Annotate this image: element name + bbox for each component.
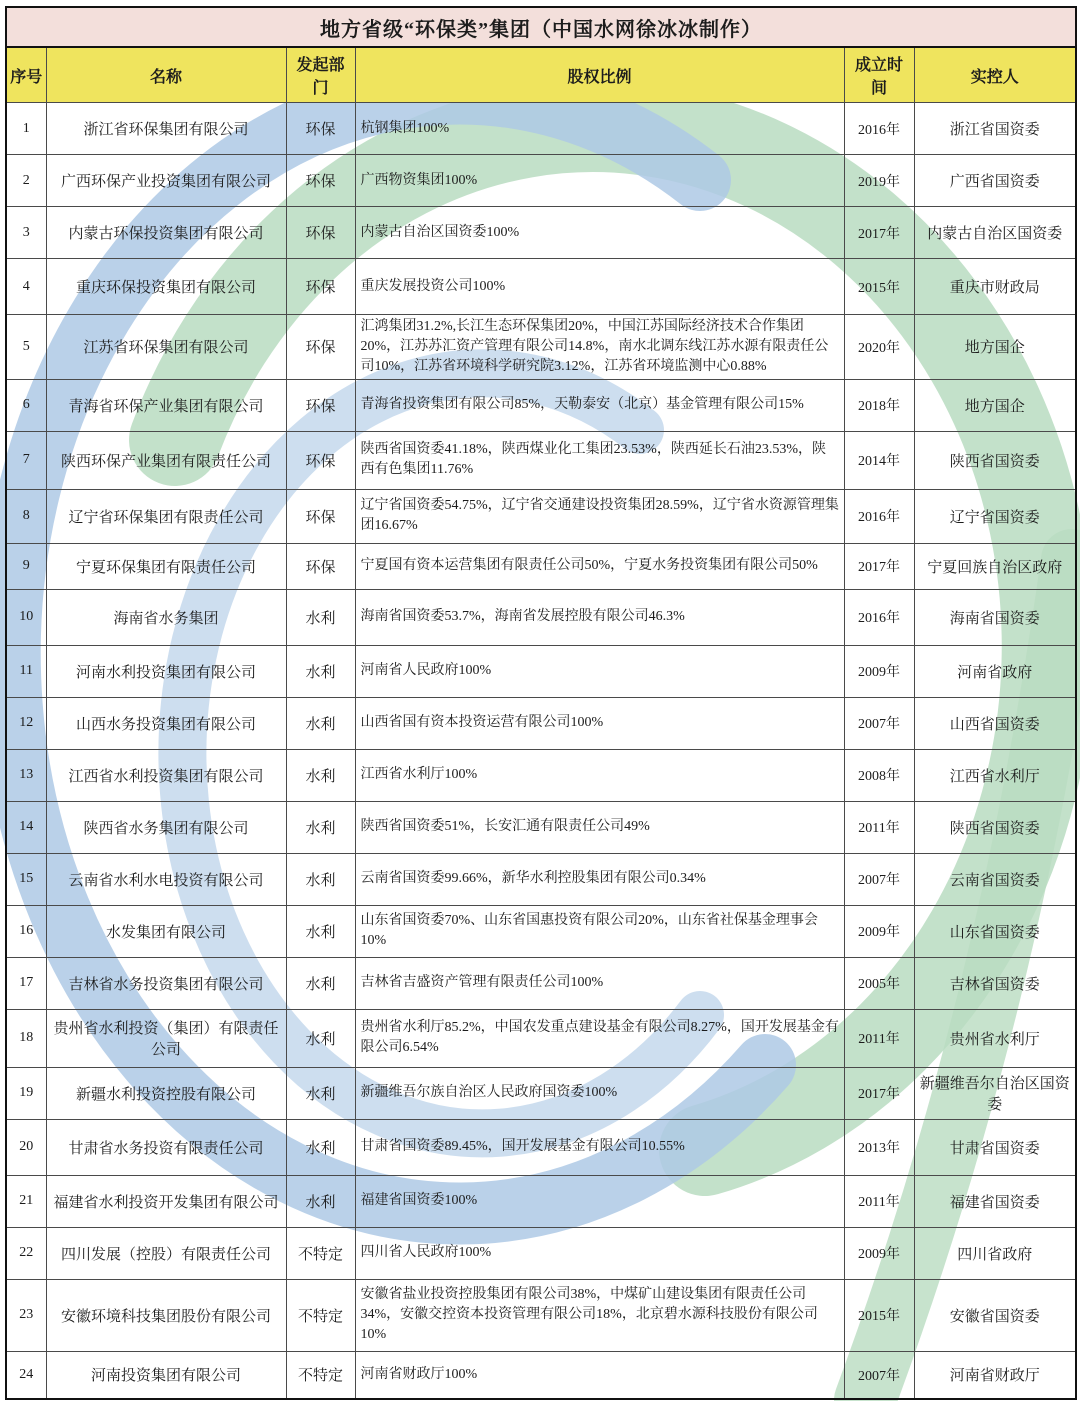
cell-equity: 甘肃省国资委89.45%，国开发展基金有限公司10.55% <box>355 1119 844 1175</box>
cell-year: 2017年 <box>844 1067 914 1119</box>
cell-no: 19 <box>6 1067 46 1119</box>
cell-controller: 新疆维吾尔自治区国资委 <box>914 1067 1076 1119</box>
cell-year: 2005年 <box>844 957 914 1009</box>
cell-dept: 环保 <box>286 103 355 155</box>
table-row <box>6 697 1076 749</box>
table-row <box>6 589 1076 645</box>
cell-equity: 山东省国资委70%、山东省国惠投资有限公司20%，山东省社保基金理事会10% <box>355 905 844 957</box>
cell-controller: 内蒙古自治区国资委 <box>914 207 1076 259</box>
column-header-equity: 股权比例 <box>355 47 844 103</box>
cell-year: 2007年 <box>844 697 914 749</box>
cell-no: 24 <box>6 1351 46 1399</box>
table-row <box>6 207 1076 259</box>
cell-name: 青海省环保产业集团有限公司 <box>46 379 286 431</box>
cell-controller: 山西省国资委 <box>914 697 1076 749</box>
cell-name: 内蒙古环保投资集团有限公司 <box>46 207 286 259</box>
table-row <box>6 379 1076 431</box>
cell-equity: 四川省人民政府100% <box>355 1227 844 1279</box>
cell-dept: 环保 <box>286 259 355 315</box>
cell-controller: 辽宁省国资委 <box>914 489 1076 543</box>
cell-equity: 辽宁省国资委54.75%，辽宁省交通建设投资集团28.59%，辽宁省水资源管理集团16.67% <box>355 489 844 543</box>
cell-controller: 云南省国资委 <box>914 853 1076 905</box>
cell-equity: 重庆发展投资公司100% <box>355 259 844 315</box>
cell-dept: 环保 <box>286 379 355 431</box>
column-header-controller: 实控人 <box>914 47 1076 103</box>
cell-controller: 地方国企 <box>914 379 1076 431</box>
cell-equity: 内蒙古自治区国资委100% <box>355 207 844 259</box>
cell-no: 10 <box>6 589 46 645</box>
cell-year: 2008年 <box>844 749 914 801</box>
table-row <box>6 853 1076 905</box>
cell-controller: 四川省政府 <box>914 1227 1076 1279</box>
provincial-eco-groups-table <box>5 6 1077 1400</box>
provincial-eco-groups-table-sheet <box>5 6 1075 1395</box>
cell-dept: 水利 <box>286 1009 355 1067</box>
cell-controller: 河南省财政厅 <box>914 1351 1076 1399</box>
table-row <box>6 543 1076 589</box>
cell-year: 2019年 <box>844 155 914 207</box>
cell-year: 2009年 <box>844 905 914 957</box>
table-row <box>6 645 1076 697</box>
table-row <box>6 1227 1076 1279</box>
cell-equity: 山西省国有资本投资运营有限公司100% <box>355 697 844 749</box>
cell-dept: 水利 <box>286 645 355 697</box>
header-row <box>6 47 1076 103</box>
cell-name: 甘肃省水务投资有限责任公司 <box>46 1119 286 1175</box>
cell-controller: 甘肃省国资委 <box>914 1119 1076 1175</box>
cell-name: 四川发展（控股）有限责任公司 <box>46 1227 286 1279</box>
cell-no: 11 <box>6 645 46 697</box>
cell-name: 重庆环保投资集团有限公司 <box>46 259 286 315</box>
cell-dept: 环保 <box>286 207 355 259</box>
table-row <box>6 1175 1076 1227</box>
cell-dept: 水利 <box>286 957 355 1009</box>
cell-dept: 水利 <box>286 801 355 853</box>
cell-controller: 海南省国资委 <box>914 589 1076 645</box>
cell-no: 6 <box>6 379 46 431</box>
page-title: 地方省级“环保类”集团（中国水网徐冰冰制作） <box>6 7 1076 47</box>
cell-name: 河南水利投资集团有限公司 <box>46 645 286 697</box>
cell-dept: 环保 <box>286 543 355 589</box>
cell-dept: 水利 <box>286 1067 355 1119</box>
cell-year: 2015年 <box>844 259 914 315</box>
cell-dept: 不特定 <box>286 1227 355 1279</box>
cell-dept: 水利 <box>286 697 355 749</box>
cell-dept: 环保 <box>286 315 355 380</box>
cell-controller: 山东省国资委 <box>914 905 1076 957</box>
cell-year: 2016年 <box>844 489 914 543</box>
cell-name: 吉林省水务投资集团有限公司 <box>46 957 286 1009</box>
cell-controller: 江西省水利厅 <box>914 749 1076 801</box>
column-header-name: 名称 <box>46 47 286 103</box>
cell-dept: 水利 <box>286 905 355 957</box>
cell-equity: 陕西省国资委51%，长安汇通有限责任公司49% <box>355 801 844 853</box>
cell-equity: 河南省人民政府100% <box>355 645 844 697</box>
cell-dept: 环保 <box>286 431 355 489</box>
table-row <box>6 1279 1076 1351</box>
cell-year: 2015年 <box>844 1279 914 1351</box>
cell-name: 河南投资集团有限公司 <box>46 1351 286 1399</box>
cell-no: 8 <box>6 489 46 543</box>
column-header-no: 序号 <box>6 47 46 103</box>
cell-year: 2009年 <box>844 645 914 697</box>
cell-name: 山西水务投资集团有限公司 <box>46 697 286 749</box>
cell-year: 2016年 <box>844 103 914 155</box>
cell-controller: 陕西省国资委 <box>914 801 1076 853</box>
cell-name: 陕西环保产业集团有限责任公司 <box>46 431 286 489</box>
cell-no: 9 <box>6 543 46 589</box>
cell-controller: 广西省国资委 <box>914 155 1076 207</box>
cell-year: 2017年 <box>844 543 914 589</box>
cell-name: 陕西省水务集团有限公司 <box>46 801 286 853</box>
table-row <box>6 315 1076 380</box>
table-row <box>6 489 1076 543</box>
cell-equity: 新疆维吾尔族自治区人民政府国资委100% <box>355 1067 844 1119</box>
cell-name: 福建省水利投资开发集团有限公司 <box>46 1175 286 1227</box>
cell-equity: 福建省国资委100% <box>355 1175 844 1227</box>
cell-no: 4 <box>6 259 46 315</box>
cell-year: 2009年 <box>844 1227 914 1279</box>
cell-no: 21 <box>6 1175 46 1227</box>
cell-no: 12 <box>6 697 46 749</box>
cell-year: 2011年 <box>844 1009 914 1067</box>
cell-dept: 不特定 <box>286 1279 355 1351</box>
cell-year: 2016年 <box>844 589 914 645</box>
cell-equity: 江西省水利厅100% <box>355 749 844 801</box>
cell-no: 7 <box>6 431 46 489</box>
table-row <box>6 1009 1076 1067</box>
cell-equity: 河南省财政厅100% <box>355 1351 844 1399</box>
column-header-dept: 发起部门 <box>286 47 355 103</box>
cell-dept: 水利 <box>286 749 355 801</box>
cell-year: 2011年 <box>844 1175 914 1227</box>
cell-dept: 水利 <box>286 853 355 905</box>
cell-controller: 宁夏回族自治区政府 <box>914 543 1076 589</box>
cell-name: 江苏省环保集团有限公司 <box>46 315 286 380</box>
cell-no: 14 <box>6 801 46 853</box>
cell-no: 23 <box>6 1279 46 1351</box>
cell-no: 17 <box>6 957 46 1009</box>
cell-no: 3 <box>6 207 46 259</box>
cell-name: 海南省水务集团 <box>46 589 286 645</box>
table-row <box>6 749 1076 801</box>
cell-name: 新疆水利投资控股有限公司 <box>46 1067 286 1119</box>
cell-controller: 陕西省国资委 <box>914 431 1076 489</box>
cell-no: 20 <box>6 1119 46 1175</box>
cell-controller: 吉林省国资委 <box>914 957 1076 1009</box>
cell-no: 2 <box>6 155 46 207</box>
cell-no: 15 <box>6 853 46 905</box>
cell-equity: 广西物资集团100% <box>355 155 844 207</box>
column-header-year: 成立时间 <box>844 47 914 103</box>
cell-no: 18 <box>6 1009 46 1067</box>
cell-year: 2011年 <box>844 801 914 853</box>
cell-controller: 福建省国资委 <box>914 1175 1076 1227</box>
cell-year: 2018年 <box>844 379 914 431</box>
cell-no: 1 <box>6 103 46 155</box>
cell-name: 广西环保产业投资集团有限公司 <box>46 155 286 207</box>
cell-dept: 水利 <box>286 1175 355 1227</box>
cell-dept: 水利 <box>286 589 355 645</box>
cell-name: 安徽环境科技集团股份有限公司 <box>46 1279 286 1351</box>
title-row <box>6 7 1076 47</box>
cell-dept: 环保 <box>286 155 355 207</box>
cell-equity: 宁夏国有资本运营集团有限责任公司50%，宁夏水务投资集团有限公司50% <box>355 543 844 589</box>
cell-name: 浙江省环保集团有限公司 <box>46 103 286 155</box>
cell-controller: 贵州省水利厅 <box>914 1009 1076 1067</box>
table-row <box>6 155 1076 207</box>
cell-controller: 浙江省国资委 <box>914 103 1076 155</box>
cell-name: 宁夏环保集团有限责任公司 <box>46 543 286 589</box>
cell-dept: 水利 <box>286 1119 355 1175</box>
table-row <box>6 957 1076 1009</box>
cell-name: 贵州省水利投资（集团）有限责任公司 <box>46 1009 286 1067</box>
cell-year: 2014年 <box>844 431 914 489</box>
cell-equity: 云南省国资委99.66%，新华水利控股集团有限公司0.34% <box>355 853 844 905</box>
table-body <box>6 103 1076 1400</box>
table-row <box>6 259 1076 315</box>
table-row <box>6 431 1076 489</box>
cell-controller: 安徽省国资委 <box>914 1279 1076 1351</box>
cell-controller: 河南省政府 <box>914 645 1076 697</box>
cell-no: 16 <box>6 905 46 957</box>
cell-year: 2017年 <box>844 207 914 259</box>
cell-controller: 重庆市财政局 <box>914 259 1076 315</box>
table-row <box>6 1119 1076 1175</box>
cell-equity: 安徽省盐业投资控股集团有限公司38%，中煤矿山建设集团有限责任公司34%，安徽交控资本投资管理有限公司18%，北京碧水源科技股份有限公司10% <box>355 1279 844 1351</box>
table-row <box>6 905 1076 957</box>
cell-name: 云南省水利水电投资有限公司 <box>46 853 286 905</box>
cell-equity: 吉林省吉盛资产管理有限责任公司100% <box>355 957 844 1009</box>
cell-dept: 环保 <box>286 489 355 543</box>
cell-equity: 汇鸿集团31.2%,长江生态环保集团20%，中国江苏国际经济技术合作集团20%，江苏苏汇资产管理有限公司14.8%，南水北调东线江苏水源有限责任公司10%，江苏省环境科学研究院3.12%，江苏省环境监测中心0.88% <box>355 315 844 380</box>
cell-name: 水发集团有限公司 <box>46 905 286 957</box>
table-row <box>6 801 1076 853</box>
table-row <box>6 1067 1076 1119</box>
cell-year: 2007年 <box>844 1351 914 1399</box>
cell-equity: 青海省投资集团有限公司85%，天勒泰安（北京）基金管理有限公司15% <box>355 379 844 431</box>
cell-no: 22 <box>6 1227 46 1279</box>
cell-year: 2007年 <box>844 853 914 905</box>
cell-equity: 贵州省水利厅85.2%，中国农发重点建设基金有限公司8.27%，国开发展基金有限公司6.54% <box>355 1009 844 1067</box>
cell-name: 辽宁省环保集团有限责任公司 <box>46 489 286 543</box>
cell-year: 2020年 <box>844 315 914 380</box>
cell-equity: 杭钢集团100% <box>355 103 844 155</box>
cell-year: 2013年 <box>844 1119 914 1175</box>
cell-name: 江西省水利投资集团有限公司 <box>46 749 286 801</box>
cell-equity: 陕西省国资委41.18%，陕西煤业化工集团23.53%，陕西延长石油23.53%，陕西有色集团11.76% <box>355 431 844 489</box>
cell-no: 5 <box>6 315 46 380</box>
cell-controller: 地方国企 <box>914 315 1076 380</box>
table-row <box>6 1351 1076 1399</box>
cell-equity: 海南省国资委53.7%，海南省发展控股有限公司46.3% <box>355 589 844 645</box>
cell-dept: 不特定 <box>286 1351 355 1399</box>
cell-no: 13 <box>6 749 46 801</box>
table-row <box>6 103 1076 155</box>
